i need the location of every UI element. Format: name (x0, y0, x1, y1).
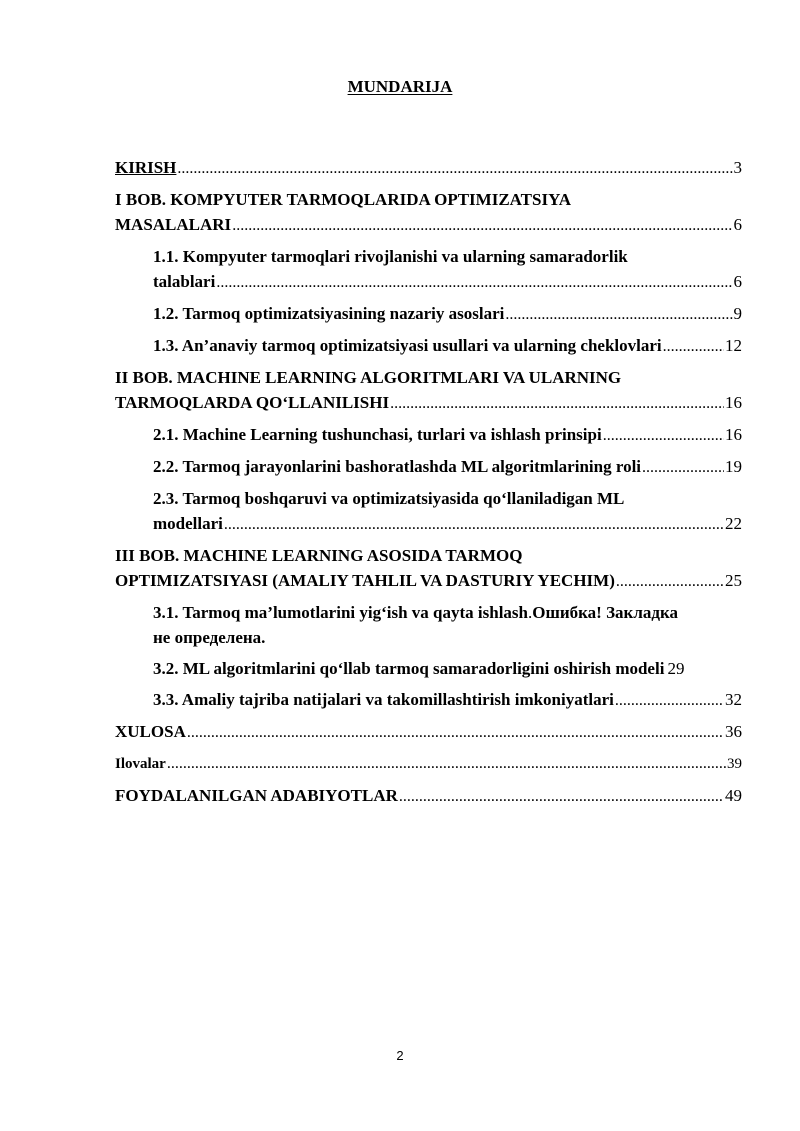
toc-page-number: 3 (733, 158, 742, 177)
toc-leader-dots (505, 302, 732, 327)
toc-page-number: 39 (727, 756, 742, 772)
toc-page-number: 6 (733, 215, 742, 234)
toc-leader-dots (616, 569, 724, 594)
toc-leader-dots (615, 688, 724, 713)
toc-entry-title-line2: modellari (153, 514, 223, 533)
toc-page-number: 49 (725, 786, 742, 805)
toc-entry-title: 2.1. Machine Learning tushunchasi, turlari va ishlash prinsipi (153, 425, 602, 444)
toc-entry-title: 3.3. Amaliy tajriba natijalari va takomillashtirish imkoniyatlari (153, 690, 614, 709)
toc-page-number: 16 (725, 425, 742, 444)
toc-page-number: 6 (733, 272, 742, 291)
toc-entry-title: XULOSA (115, 722, 186, 741)
toc-entry-1-3[interactable] (115, 333, 742, 359)
toc-entry-xulosa[interactable] (115, 719, 742, 745)
toc-entry-title-line1: 1.1. Kompyuter tarmoqlari rivojlanishi va ularning samaradorlik (153, 247, 628, 266)
toc-page-number: 19 (725, 457, 742, 476)
toc-leader-dots (232, 213, 732, 238)
toc-entry-1-1[interactable] (115, 244, 742, 295)
toc-entry-ilovalar[interactable] (115, 751, 742, 777)
toc-page-number: 29 (667, 659, 685, 678)
page-title: MUNDARIJA (347, 77, 453, 96)
toc-entry-chapter-3[interactable] (115, 543, 742, 594)
toc-leader-dots (177, 156, 732, 181)
toc-entry-3-3[interactable] (115, 687, 742, 713)
toc-entry-title-line2: OPTIMIZATSIYASI (AMALIY TAHLIL VA DASTURIY YECHIM) (115, 571, 615, 590)
toc-entry-2-1[interactable] (115, 422, 742, 448)
toc-page-number: 16 (725, 393, 742, 412)
toc-entry-chapter-2[interactable] (115, 365, 742, 416)
toc-entry-title-line1: III BOB. MACHINE LEARNING ASOSIDA TARMOQ (115, 546, 523, 565)
toc-entry-3-1[interactable] (115, 600, 742, 650)
toc-entry-title: 1.3. An’anaviy tarmoq optimizatsiyasi usullari va ularning cheklovlari (153, 336, 662, 355)
toc-entry-1-2[interactable] (115, 301, 742, 327)
toc-entry-title: 1.2. Tarmoq optimizatsiyasining nazariy asoslari (153, 304, 505, 323)
toc-page-number: 12 (725, 336, 742, 355)
toc-entry-2-3[interactable] (115, 486, 742, 537)
bookmark-error-text: Ошибка! Закладка (532, 603, 679, 622)
toc-entry-adabiyotlar[interactable] (115, 783, 742, 809)
toc-entry-chapter-1[interactable] (115, 187, 742, 238)
toc-entry-2-2[interactable] (115, 454, 742, 480)
toc-page-number: 25 (725, 571, 742, 590)
toc-leader-dot: . (528, 603, 533, 622)
toc-leader-dots (167, 751, 726, 776)
toc-entry-title-line2: MASALALARI (115, 215, 232, 234)
bookmark-error-text-line2: не определена. (153, 628, 266, 647)
toc-entry-title: KIRISH (115, 158, 177, 177)
toc-leader-dots (642, 455, 724, 480)
toc-leader-dots (390, 391, 724, 416)
page-number: 2 (396, 1048, 404, 1063)
toc-entry-3-2[interactable] (115, 656, 742, 681)
toc-page-number: 36 (725, 722, 742, 741)
toc-leader-dots (216, 270, 732, 295)
toc-entry-title: Ilovalar (115, 756, 166, 772)
toc-entry-title-line1: 3.1. Tarmoq ma’lumotlarini yig‘ish va qayta ishlash (153, 603, 529, 622)
toc-entry-title: 2.2. Tarmoq jarayonlarini bashoratlashda ML algoritmlarining roli (153, 457, 642, 476)
toc-leader-dots (399, 784, 724, 809)
toc-page-number: 32 (725, 690, 742, 709)
toc-leader-dots (187, 720, 724, 745)
toc-leader-dots (663, 334, 724, 359)
toc-entry-title-line1: I BOB. KOMPYUTER TARMOQLARIDA OPTIMIZATSIYA (115, 190, 572, 209)
toc-entry-kirish[interactable] (115, 155, 742, 181)
toc-page-number: 9 (733, 304, 742, 323)
toc-page-number: 22 (725, 514, 742, 533)
toc-leader-dots (224, 512, 724, 537)
toc-entry-title-line2: TARMOQLARDA QO‘LLANILISHI (115, 393, 390, 412)
toc-entry-title: FOYDALANILGAN ADABIYOTLAR (115, 786, 398, 805)
toc-entry-title-line1: 2.3. Tarmoq boshqaruvi va optimizatsiyasida qo‘llaniladigan ML (153, 489, 625, 508)
toc-entry-title: 3.2. ML algoritmlarini qo‘llab tarmoq samaradorligini oshirish modeli (153, 659, 665, 678)
toc-leader-dots (603, 423, 724, 448)
table-of-contents (115, 155, 742, 815)
toc-entry-title-line2: talablari (153, 272, 216, 291)
toc-entry-title-line1: II BOB. MACHINE LEARNING ALGORITMLARI VA ULARNING (115, 368, 622, 387)
